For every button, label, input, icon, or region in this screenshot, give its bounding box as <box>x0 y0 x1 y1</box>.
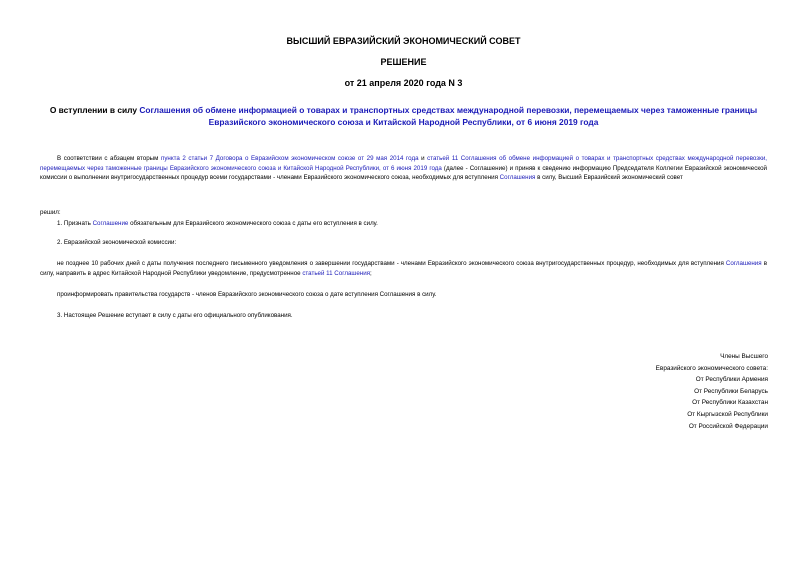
item-2-second-duty: проинформировать правительства государств - членов Евразийского экономического союза о дате вступления Соглашения в силу. <box>57 291 437 298</box>
council-heading: ВЫСШИЙ ЕВРАЗИЙСКИЙ ЭКОНОМИЧЕСКИЙ СОВЕТ <box>286 36 521 46</box>
agreement-link[interactable]: Соглашение <box>92 220 129 227</box>
item-text: в силу, направить в адрес Китайской Народной Республики уведомление, предусмотренное <box>40 260 767 277</box>
preamble-text: (далее - Соглашение) и приняв к сведению информацию Председателя Коллегии Евразийской экономической комиссии о выполнении внутригосударственных процедур всеми государствами - членами Евразийского экономического союза, необходимых для вступления <box>40 164 767 182</box>
signature-block <box>656 351 768 432</box>
signature-heading-line1: Члены Высшего <box>720 353 768 360</box>
preamble-text: и <box>418 155 428 162</box>
item-2-first-duty <box>40 259 767 278</box>
signature-member: От Российской Федерации <box>688 422 768 430</box>
item-text: не позднее 10 рабочих дней с даты получения последнего письменного уведомления о завершении государствами - членами Евразийского экономического союза внутригосударственных процедур, необходимых для вступления <box>57 260 726 267</box>
item-1 <box>40 219 767 229</box>
item-3: 3. Настоящее Решение вступает в силу с даты его официального опубликования. <box>57 312 293 319</box>
item-text: обязательным для Евразийского экономического союза с даты его вступления в силу. <box>128 220 378 227</box>
agreement-article-11-link[interactable]: статьей 11 Соглашения <box>302 269 371 277</box>
item-2: 2. Евразийской экономической комиссии: <box>57 239 177 246</box>
document-type: РЕШЕНИЕ <box>380 57 427 67</box>
resolved-label: решил: <box>40 209 61 216</box>
document-title <box>40 104 767 128</box>
signature-member: От Республики Армения <box>695 376 768 384</box>
signature-member: От Республики Беларусь <box>694 387 768 395</box>
signature-member: От Республики Казахстан <box>692 399 768 407</box>
title-prefix: О вступлении в силу <box>49 105 140 115</box>
item-text: 1. Признать <box>57 220 93 227</box>
preamble-text: в силу, Высший Евразийский экономический совет <box>535 174 683 182</box>
signature-heading-line2: Евразийского экономического совета: <box>655 364 768 372</box>
agreement-link[interactable]: Соглашения <box>499 174 536 182</box>
preamble-paragraph <box>40 154 767 183</box>
agreement-article-11-link[interactable]: статьей 11 Соглашения об обмене информацией о товарах и транспортных средствах международной перевозки, перемещаемых через таможенные границы Евразийского экономического союза и Китайской Народной Республики, от 6 июня 2019 года <box>40 155 768 172</box>
agreement-link[interactable]: Соглашения <box>725 260 762 267</box>
treaty-article-link[interactable]: пункта 2 статьи 7 Договора о Евразийском экономическом союзе от 29 мая 2014 года <box>160 155 419 162</box>
title-agreement-link[interactable]: Соглашения об обмене информацией о товарах и транспортных средствах международной перевозки, перемещаемых через таможенные границы Евразийского экономического союза и Китайской Народной Республики, от 6 июня 2019 года <box>139 105 758 127</box>
preamble-text: В соответствии с абзацем вторым <box>57 155 161 162</box>
signature-member: От Кыргызской Республики <box>687 410 768 418</box>
item-text: ; <box>370 269 372 277</box>
document-date-number: от 21 апреля 2020 года N 3 <box>344 78 463 88</box>
